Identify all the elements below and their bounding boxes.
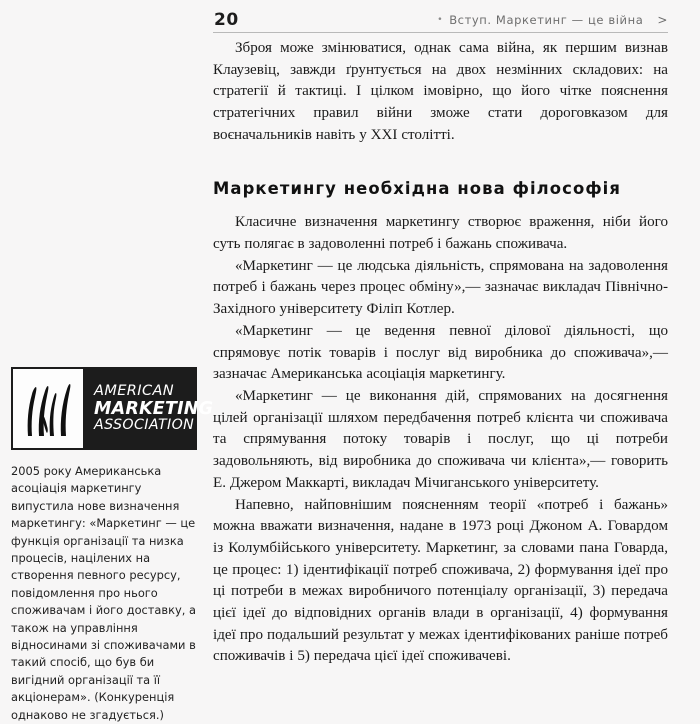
paragraph: «Маркетинг — це виконання дій, спрямованих на досягнення цілей організації шляхом передбачення потреб клієнта чи споживача та спрямування потоку товарів і послуг, що ці потреби задовольняють, від виробника до споживача чи клієнта»,— говорить Е. Джером Маккарті, викладач Мічиганського університету. bbox=[213, 388, 668, 491]
sidebar-caption bbox=[11, 463, 199, 724]
ama-brushstroke-icon bbox=[13, 369, 83, 448]
sidebar-caption-text: 2005 року Американська асоціація маркетингу випустила нове визначення маркетингу: «Маркетинг — це функція організації та низка процесів, націлених на створення певного ресурсу, повідомлення про нього споживачам і його доставку, а також на управління відносинами зі споживачами в такий спосіб, що був би вигідний організації та її акціонерам». (Конкуренція однаково не згадується.) bbox=[11, 464, 196, 722]
ama-logo-wordmark bbox=[83, 384, 213, 432]
paragraph: «Маркетинг — це ведення певної ділової діяльності, що спрямовує потік товарів і послуг від виробника до споживача»,— зазначає Американська асоціація маркетингу. bbox=[213, 322, 668, 383]
ama-logo-line-1: AMERICAN bbox=[94, 383, 175, 400]
paragraph: Класичне визначення маркетингу створює враження, ніби його суть полягає в задоволенні потреб і бажань споживача. bbox=[213, 214, 668, 253]
bullet-icon: • bbox=[437, 14, 444, 25]
running-header bbox=[213, 4, 668, 33]
sidebar bbox=[11, 367, 214, 724]
ama-logo bbox=[11, 367, 214, 450]
chevron-right-icon: > bbox=[657, 13, 668, 27]
page-number: 20 bbox=[214, 10, 239, 30]
running-head-title: Вступ. Маркетинг — це війна bbox=[449, 13, 644, 27]
ama-logo-line-3: ASSOCIATION bbox=[94, 416, 195, 433]
paragraph: Напевно, найповнішим поясненням теорії «потреб і бажань» можна вважати визначення, надане в 1973 році Джоном А. Говардом із Колумбійського університету. Маркетинг, за словами пана Говарда, це процес: 1) ідентифікації потреб споживача, 2) формування ідеї про ці потреби в межах виробничого потенціалу організації, 3) передача цієї ідеї до відповідних органів влади в організації, 4) формування ідеї про подальший результат у межах ідентифікованих раніше потреб споживачів і 5) передача цієї ідеї споживачеві. bbox=[213, 496, 668, 665]
paragraph: Зброя може змінюватися, однак сама війна, як першим визнав Клаузевіц, завжди ґрунтується на двох незмінних складових: на стратегії й тактиці. І цілком імовірно, що його чітке пояснення стратегічних правил війни зможе стати дороговказом для воєначальників навіть у XXI столітті. bbox=[213, 40, 668, 143]
paragraph: «Маркетинг — це людська діяльність, спрямована на задоволення потреб і бажань через процес обміну»,— зазначає викладач Північно-Західного університету Філіп Котлер. bbox=[213, 257, 668, 318]
section-heading: Маркетингу необхідна нова філософія bbox=[213, 178, 622, 198]
ama-logo-line-2: MARKETING bbox=[94, 398, 214, 419]
running-head bbox=[437, 13, 668, 32]
main-text-column bbox=[213, 38, 668, 668]
